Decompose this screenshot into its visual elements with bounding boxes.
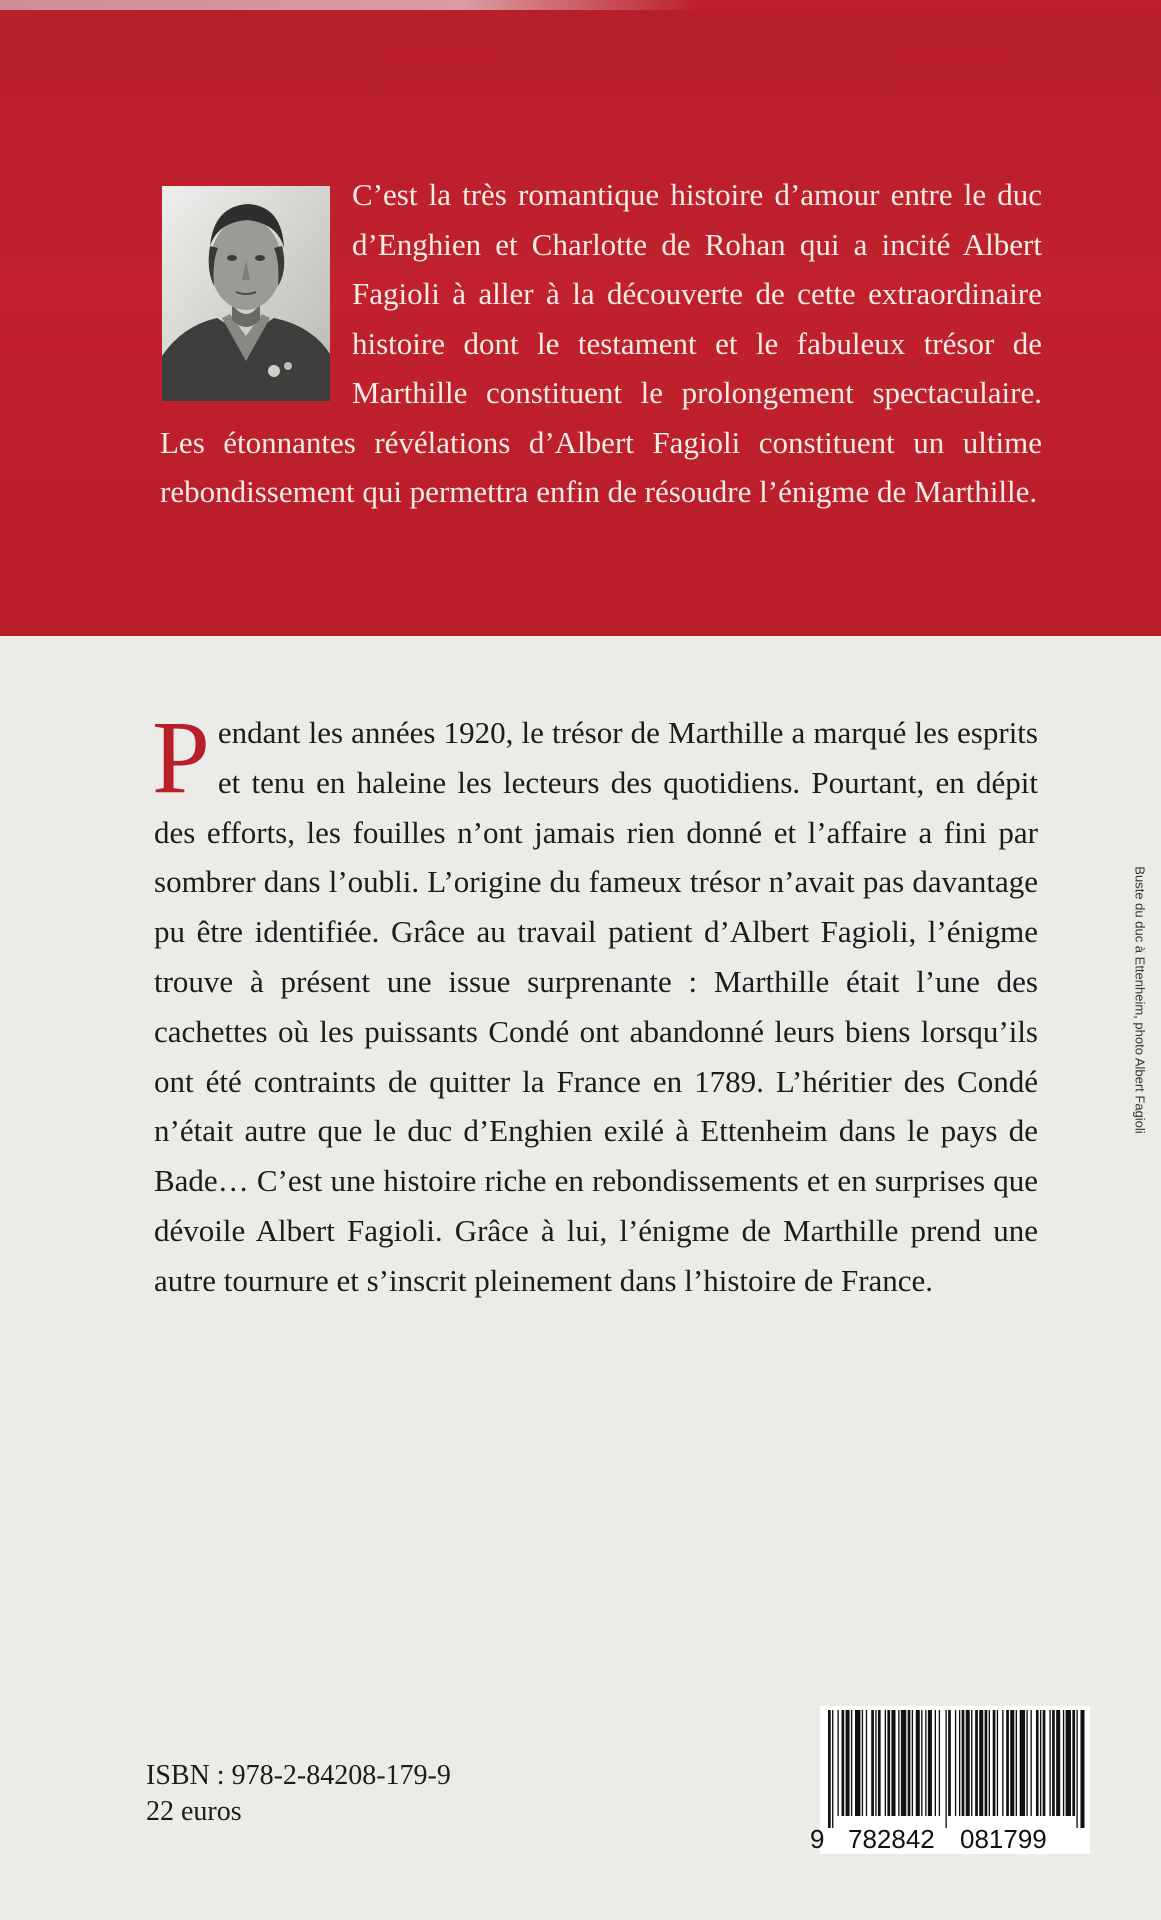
barcode-bar bbox=[1020, 1710, 1025, 1816]
barcode-bar bbox=[908, 1710, 911, 1816]
barcode-bar bbox=[916, 1710, 920, 1816]
cover-top-edge bbox=[0, 0, 1161, 10]
barcode-bar bbox=[1063, 1710, 1064, 1816]
barcode-bar bbox=[925, 1710, 926, 1816]
barcode-bar bbox=[979, 1710, 983, 1816]
main-description-paragraph: endant les années 1920, le trésor de Marthille a marqué les esprits et tenu en haleine les lecteurs des quotidiens. Pourtant, en dépit des efforts, les fouilles n’ont jamais rien donné et l’affaire a fini par sombrer dans l’oubli. L’origine du fameux trésor n’avait pas davantage pu être identifiée. Grâce au travail patient d’Albert Fagioli, l’énigme trouve à présent une issue surprenante : Marthille était l’une des cachettes où les puissants Condé ont abandonné leurs biens lorsqu’ils ont été contraints de quitter la France en 1789. L’héritier des Condé n’était autre que le duc d’Enghien exilé à Ettenheim dans le pays de Bade… C’est une histoire riche en rebondissements et en surprises que dévoile Albert Fagioli. Grâce à lui, l’énigme de Marthille prend une autre tournure et s’inscrit pleinement dans l’histoire de France. bbox=[154, 715, 1038, 1298]
barcode-bar bbox=[837, 1710, 838, 1816]
barcode-bar bbox=[1052, 1710, 1055, 1816]
barcode-bar bbox=[842, 1710, 845, 1816]
photo-credit: Buste du duc à Ettenheim, photo Albert Fagioli bbox=[1132, 866, 1148, 1134]
barcode-bar bbox=[1002, 1710, 1003, 1816]
barcode-bar bbox=[846, 1710, 850, 1816]
barcode-bar bbox=[935, 1710, 936, 1816]
barcode-bar bbox=[887, 1710, 890, 1816]
barcode-bar bbox=[832, 1710, 833, 1828]
barcode-bar bbox=[862, 1710, 863, 1816]
barcode-bar bbox=[1031, 1710, 1032, 1816]
barcode-bar bbox=[878, 1710, 881, 1816]
barcode-bar bbox=[945, 1710, 946, 1828]
isbn-block bbox=[146, 1758, 451, 1830]
barcode-bar bbox=[901, 1710, 906, 1816]
barcode-bar bbox=[975, 1710, 978, 1816]
barcode-bar bbox=[875, 1710, 876, 1816]
portrait-spacer bbox=[160, 170, 352, 415]
barcode-bar bbox=[948, 1710, 951, 1816]
barcode-bar bbox=[939, 1710, 940, 1816]
barcode-bar bbox=[966, 1710, 970, 1816]
barcode-bar bbox=[1010, 1710, 1014, 1816]
barcode-bar bbox=[989, 1710, 990, 1816]
barcode-bar bbox=[1056, 1710, 1060, 1816]
barcode-bar bbox=[962, 1710, 965, 1816]
barcode-bar bbox=[928, 1710, 932, 1816]
main-description bbox=[152, 700, 1038, 1306]
barcode-left-digits: 782842 bbox=[848, 1824, 935, 1854]
barcode-bar bbox=[1036, 1710, 1039, 1816]
barcode-bar bbox=[828, 1710, 831, 1828]
barcode-bar bbox=[993, 1710, 996, 1816]
barcode-bar bbox=[1049, 1710, 1050, 1816]
price-label: 22 euros bbox=[146, 1796, 242, 1827]
barcode-bar bbox=[1066, 1710, 1071, 1816]
drop-cap-letter: P bbox=[152, 700, 210, 815]
barcode-bar bbox=[885, 1710, 886, 1816]
barcode-bar bbox=[1006, 1710, 1009, 1816]
isbn-number: ISBN : 978-2-84208-179-9 bbox=[146, 1760, 451, 1791]
barcode-bar bbox=[1072, 1710, 1075, 1816]
barcode-bar bbox=[1026, 1710, 1027, 1816]
barcode-bar bbox=[851, 1710, 852, 1816]
barcode-bar bbox=[891, 1710, 895, 1816]
barcode-bar bbox=[1040, 1710, 1041, 1816]
barcode-bar bbox=[1080, 1710, 1084, 1828]
barcode-bar bbox=[921, 1710, 922, 1816]
barcode-bar bbox=[1043, 1710, 1046, 1816]
top-blurb-paragraph: C’est la très romantique histoire d’amour entre le duc d’Enghien et Charlotte de Rohan qui a incité Albert Fagioli à aller à la découverte de cette extraordinaire histoire dont le testament et le fabuleux trésor de Marthille constituent le prolongement spectaculaire. Les étonnantes révélations d’Albert Fagioli constituent un ultime rebondissement qui permettra enfin de résoudre l’énigme de Marthille. bbox=[160, 177, 1042, 509]
barcode-bar bbox=[866, 1710, 867, 1816]
barcode-bar bbox=[959, 1710, 960, 1816]
barcode-first-digit: 9 bbox=[810, 1824, 825, 1854]
ean-barcode bbox=[800, 1706, 1090, 1854]
barcode-bar bbox=[997, 1710, 998, 1816]
barcode-graphic bbox=[800, 1706, 1090, 1854]
top-blurb bbox=[160, 170, 1042, 517]
barcode-bar bbox=[985, 1710, 988, 1816]
barcode-bar bbox=[1016, 1710, 1017, 1816]
barcode-bar bbox=[871, 1710, 874, 1816]
barcode-bar bbox=[898, 1710, 899, 1816]
barcode-bar bbox=[955, 1710, 956, 1816]
barcode-bar bbox=[855, 1710, 860, 1816]
barcode-bar bbox=[971, 1710, 972, 1816]
barcode-bar bbox=[912, 1710, 913, 1816]
barcode-bar bbox=[1076, 1710, 1077, 1828]
barcode-right-digits: 081799 bbox=[960, 1824, 1047, 1854]
